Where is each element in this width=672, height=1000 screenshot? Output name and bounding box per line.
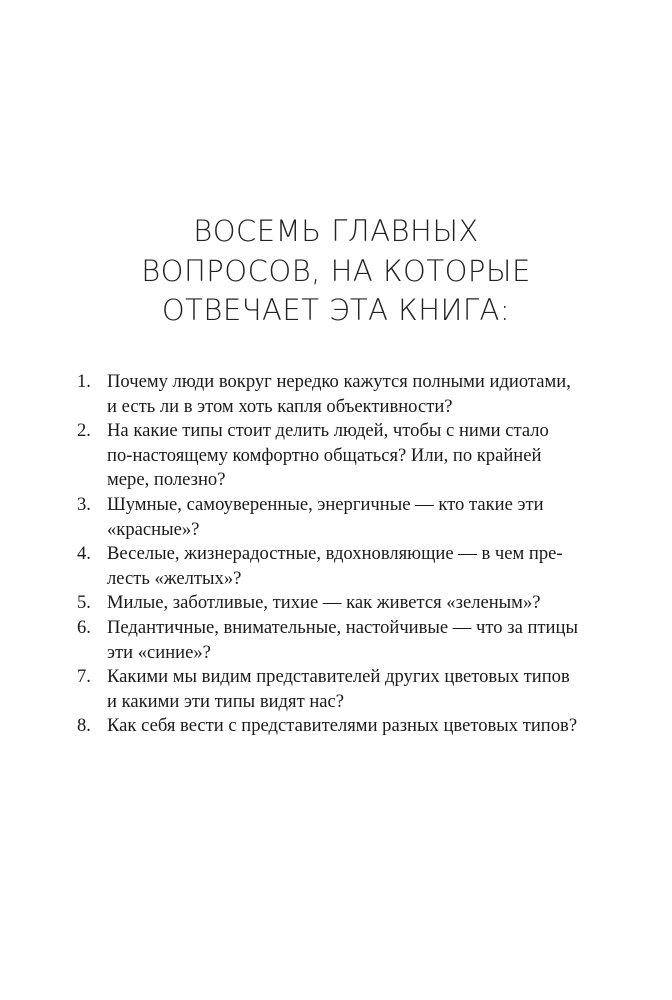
list-item [77, 665, 577, 714]
item-text-line: эти «синие»? [107, 641, 211, 663]
title-line: ВОСЕМЬ ГЛАВНЫХ [193, 214, 479, 248]
list-item [77, 616, 577, 665]
item-text-line: Какими мы видим представителей других цветовых типов [107, 666, 570, 688]
page-title [0, 212, 672, 331]
item-number: 4. [77, 543, 91, 565]
item-text-line: Как себя вести с представителями разных цветовых типов? [107, 715, 578, 737]
item-text-line: и есть ли в этом хоть капля объективности? [107, 395, 453, 417]
list-item [77, 591, 577, 616]
item-number: 3. [77, 493, 91, 515]
item-text-line: лесть «желтых»? [107, 567, 242, 589]
questions-list [77, 370, 577, 739]
item-text-line: Педантичные, внимательные, настойчивые — что за птицы [107, 616, 578, 638]
title-line: ОТВЕЧАЕТ ЭТА КНИГА: [161, 293, 511, 327]
list-item [77, 493, 577, 542]
item-text-line: Веселые, жизнерадостные, вдохновляющие — в чем пре- [107, 543, 563, 565]
item-text-line: «красные»? [107, 518, 200, 540]
item-number: 2. [77, 420, 91, 442]
list-item [77, 419, 577, 493]
list-item [77, 370, 577, 419]
item-text-line: Милые, заботливые, тихие — как живется «зеленым»? [107, 592, 541, 614]
item-text-line: На какие типы стоит делить людей, чтобы с ними стало [107, 420, 549, 442]
item-number: 5. [77, 592, 91, 614]
item-number: 7. [77, 666, 91, 688]
title-line: ВОПРОСОВ, НА КОТОРЫЕ [141, 253, 531, 288]
item-number: 8. [77, 715, 91, 737]
item-text-line: по-настоящему комфортно общаться? Или, по крайней [107, 444, 542, 466]
item-text-line: Шумные, самоуверенные, энергичные — кто такие эти [107, 493, 544, 515]
list-item [77, 542, 577, 591]
list-item [77, 714, 577, 739]
item-text-line: мере, полезно? [107, 469, 226, 491]
item-number: 6. [77, 616, 91, 638]
item-number: 1. [77, 371, 91, 392]
item-text-line: Почему люди вокруг нередко кажутся полными идиотами, [107, 371, 571, 392]
item-text-line: и какими эти типы видят нас? [107, 690, 345, 712]
